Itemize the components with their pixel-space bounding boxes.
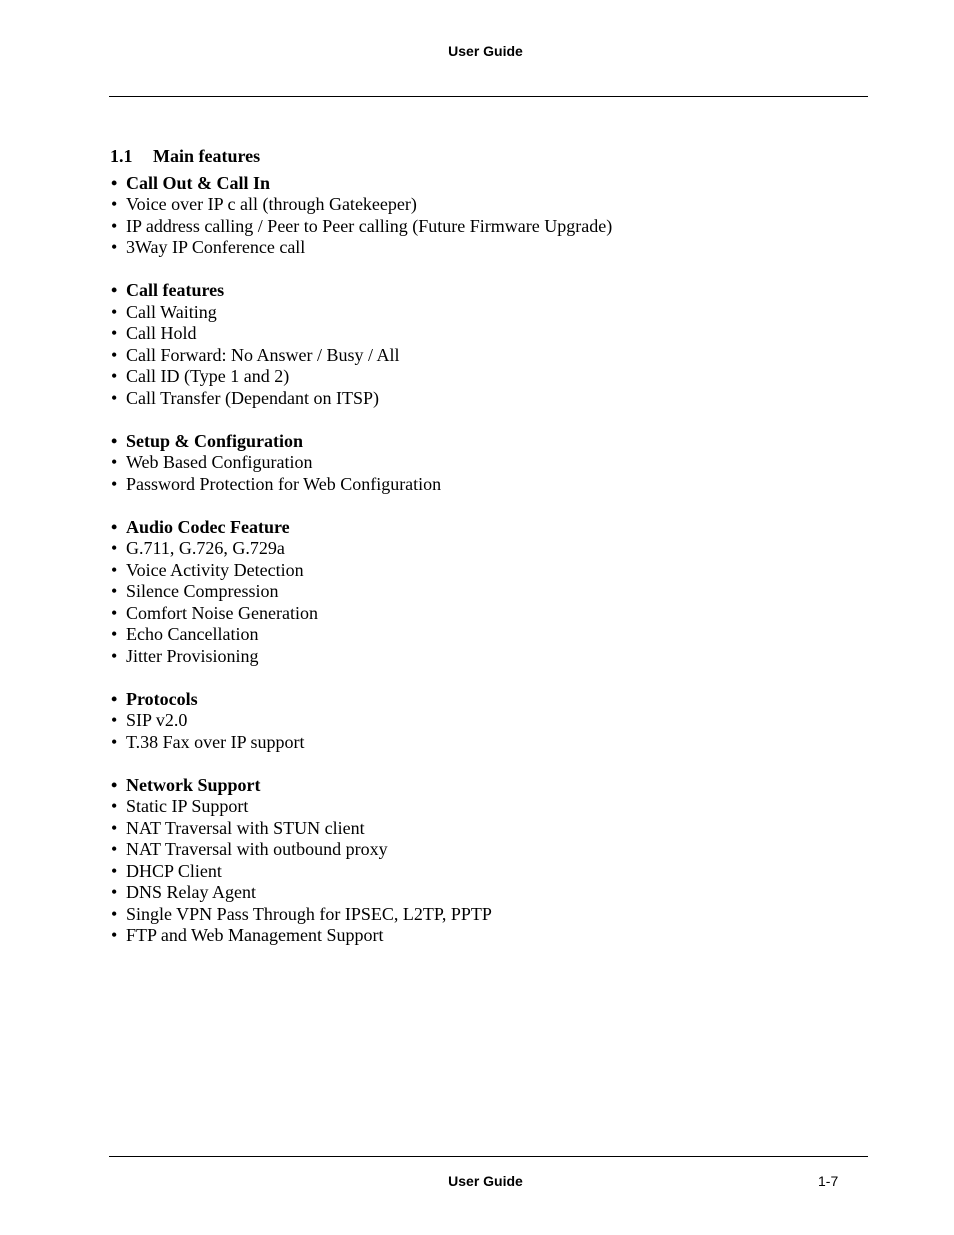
list-item: • NAT Traversal with STUN client [110, 818, 860, 840]
list-item: • FTP and Web Management Support [110, 925, 860, 947]
list-item: • 3Way IP Conference call [110, 237, 860, 259]
list-item: • T.38 Fax over IP support [110, 732, 860, 754]
list-item: • Call Forward: No Answer / Busy / All [110, 345, 860, 367]
footer-divider [109, 1156, 868, 1157]
list-item: • G.711, G.726, G.729a [110, 538, 860, 560]
page-footer-title: User Guide [448, 1173, 523, 1189]
list-item: • SIP v2.0 [110, 710, 860, 732]
list-item: • Call ID (Type 1 and 2) [110, 366, 860, 388]
list-item: • Call Hold [110, 323, 860, 345]
list-item: • NAT Traversal with outbound proxy [110, 839, 860, 861]
list-item: • Password Protection for Web Configuration [110, 474, 860, 496]
feature-group-audio-codec [110, 517, 860, 668]
page-content [110, 146, 860, 968]
list-item: • Silence Compression [110, 581, 860, 603]
list-item: • Web Based Configuration [110, 452, 860, 474]
list-item: • IP address calling / Peer to Peer calling (Future Firmware Upgrade) [110, 216, 860, 238]
list-item: • Call Transfer (Dependant on ITSP) [110, 388, 860, 410]
list-item: • DHCP Client [110, 861, 860, 883]
group-heading: • Call Out & Call In [110, 173, 860, 195]
section-heading [110, 146, 860, 168]
page-header-title: User Guide [448, 43, 523, 59]
list-item: • Voice Activity Detection [110, 560, 860, 582]
group-heading: • Audio Codec Feature [110, 517, 860, 539]
list-item: • Echo Cancellation [110, 624, 860, 646]
page-number: 1-7 [818, 1173, 839, 1189]
group-heading: • Call features [110, 280, 860, 302]
list-item: • Comfort Noise Generation [110, 603, 860, 625]
list-item: • DNS Relay Agent [110, 882, 860, 904]
list-item: • Single VPN Pass Through for IPSEC, L2TP, PPTP [110, 904, 860, 926]
group-heading: • Setup & Configuration [110, 431, 860, 453]
list-item: • Jitter Provisioning [110, 646, 860, 668]
header-divider [109, 96, 868, 97]
section-number: 1.1 [110, 146, 133, 166]
list-item: • Voice over IP c all (through Gatekeeper) [110, 194, 860, 216]
section-title: Main features [153, 146, 261, 166]
group-heading: • Protocols [110, 689, 860, 711]
feature-group-protocols [110, 689, 860, 754]
feature-group-call-features [110, 280, 860, 409]
list-item: • Static IP Support [110, 796, 860, 818]
group-heading: • Network Support [110, 775, 860, 797]
list-item: • Call Waiting [110, 302, 860, 324]
feature-group-network-support [110, 775, 860, 947]
feature-group-call-out-call-in [110, 173, 860, 259]
feature-group-setup-configuration [110, 431, 860, 496]
